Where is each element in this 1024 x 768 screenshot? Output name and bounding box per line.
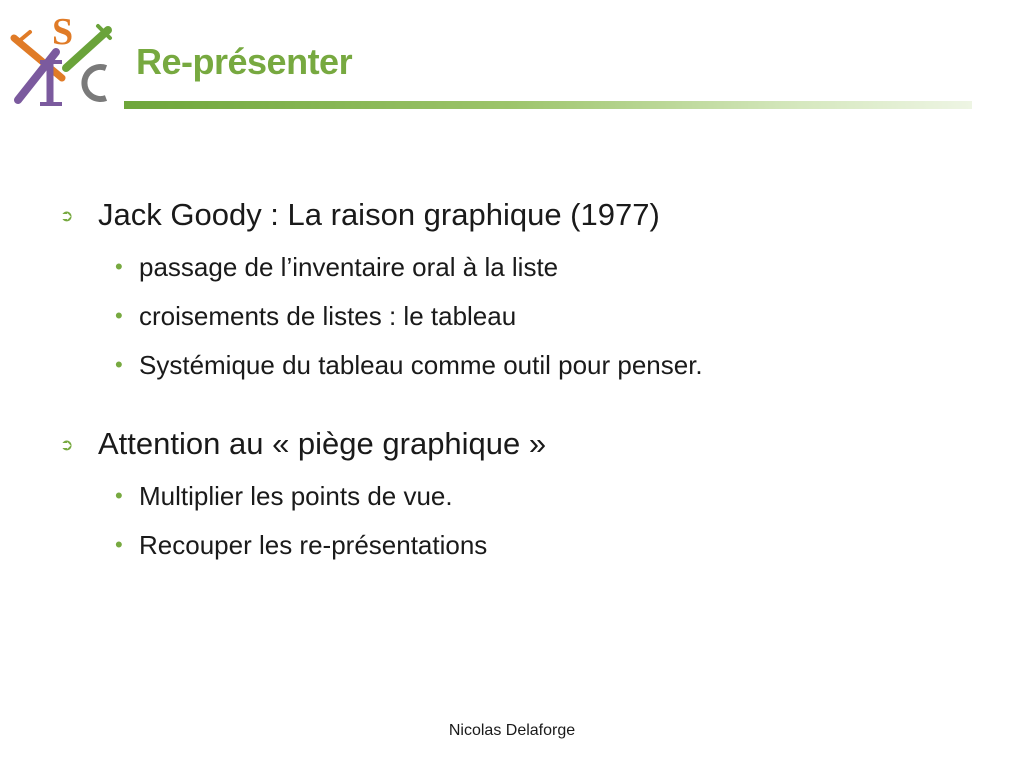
- footer-author: Nicolas Delaforge: [448, 722, 576, 739]
- dot-icon: •: [115, 253, 123, 279]
- sub-bullet-item: [115, 291, 980, 340]
- sub-bullet-item: [115, 520, 980, 569]
- bullet-section-1: [60, 190, 980, 389]
- svg-text:S: S: [52, 11, 74, 53]
- level1-bullet: [60, 190, 980, 238]
- title-underline-divider: [124, 101, 972, 109]
- sub-bullet-text: Systémique du tableau comme outil pour penser.: [139, 349, 703, 380]
- section-heading: Attention au « piège graphique »: [98, 425, 547, 461]
- sub-bullet-item: [115, 471, 980, 520]
- dot-icon: •: [115, 351, 123, 377]
- right-arrow-icon: ➲: [60, 437, 74, 454]
- slide-title: Re-présenter: [136, 41, 353, 82]
- sub-bullet-text: passage de l’inventaire oral à la liste: [139, 251, 559, 282]
- sub-bullet-list: [60, 471, 980, 569]
- slide-content: [60, 190, 980, 599]
- dot-icon: •: [115, 531, 123, 557]
- dot-icon: •: [115, 482, 123, 508]
- dot-icon: •: [115, 302, 123, 328]
- sub-bullet-text: Multiplier les points de vue.: [139, 480, 453, 511]
- bullet-section-2: [60, 419, 980, 569]
- sub-bullet-text: Recouper les re-présentations: [139, 529, 488, 560]
- right-arrow-icon: ➲: [60, 208, 74, 225]
- level1-bullet: [60, 419, 980, 467]
- section-heading: Jack Goody : La raison graphique (1977): [98, 196, 660, 232]
- sub-bullet-item: [115, 340, 980, 389]
- sub-bullet-item: [115, 242, 980, 291]
- sikc-letters-logo-icon: [10, 8, 114, 112]
- sub-bullet-list: [60, 242, 980, 389]
- sub-bullet-text: croisements de listes : le tableau: [139, 300, 517, 331]
